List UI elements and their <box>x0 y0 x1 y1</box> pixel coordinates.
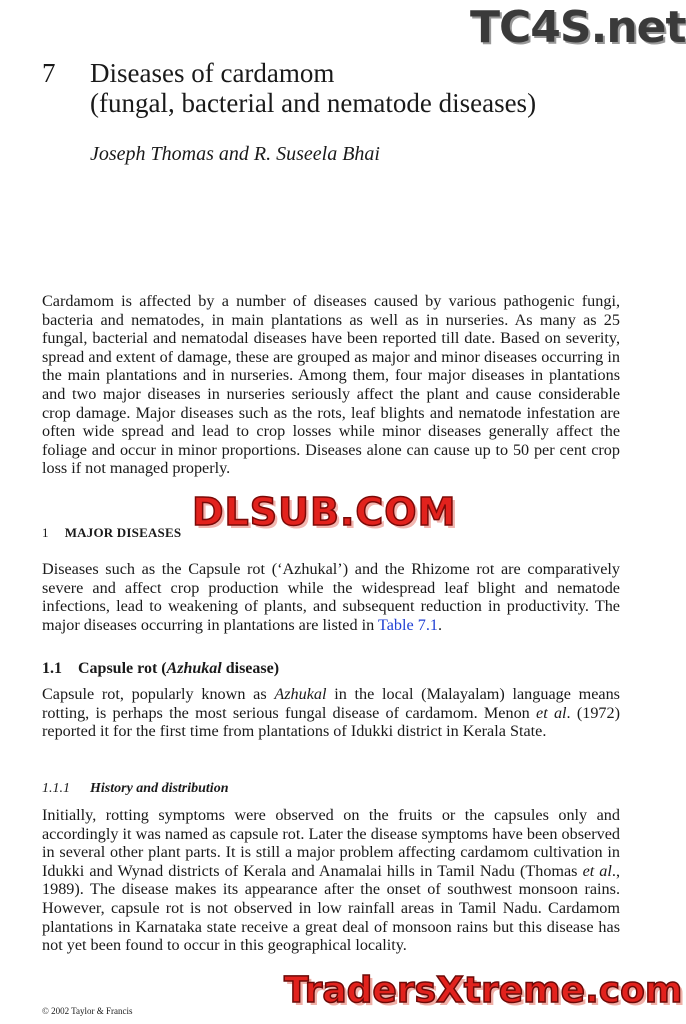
paragraph-text: Diseases such as the Capsule rot (‘Azhukal’) and the Rhizome rot are comparatively severe and affect crop production while the widespread leaf blight and nematode infections, lead to weakening of plants, and subsequent reduction in productivity. The major diseases occurring in plantations are listed in <box>42 560 620 634</box>
paragraph-text: Initially, rotting symptoms were observed on the fruits or the capsules only and accordingly it was named as capsule rot. Later the disease symptoms have been observed in several other plant parts. It is still a major problem affecting cardamom cultivation in Idukki and Wynad districts of Kerala and Anamalai hills in Tamil Nadu (Thomas <box>42 806 620 880</box>
paragraph-text: ., 1989). The disease makes its appearance after the onset of southwest monsoon rains. However, capsule rot is not observed in low rainfall areas in Tamil Nadu. Cardamom plantations in Karnataka state receive a great deal of monsoon rains but this disease has not yet been found to occur in this geographical locality. <box>42 861 620 955</box>
subsubsection-title: History and distribution <box>90 781 229 796</box>
section-number: 1 <box>42 525 49 540</box>
subsection-title <box>78 660 279 677</box>
chapter-title-line2: (fungal, bacterial and nematode diseases) <box>90 88 537 118</box>
title-text: disease) <box>221 660 280 677</box>
subsection-number: 1.1 <box>42 660 62 677</box>
paragraph-text: . <box>437 615 443 634</box>
chapter-authors: Joseph Thomas and R. Suseela Bhai <box>90 143 380 165</box>
capsule-rot-paragraph <box>42 685 620 741</box>
paragraph-text: Capsule rot, popularly known as <box>42 685 275 703</box>
table-link[interactable]: Table 7.1 <box>377 615 438 634</box>
major-diseases-paragraph <box>42 560 620 634</box>
history-paragraph <box>42 806 620 955</box>
paragraph-italic: et al <box>536 703 567 722</box>
paragraph-italic: Azhukal <box>274 685 327 703</box>
paragraph-italic: et al <box>582 861 612 880</box>
section-heading-major-diseases <box>42 525 181 541</box>
subsubsection-number: 1.1.1 <box>42 781 70 796</box>
section-title: MAJOR DISEASES <box>64 525 182 540</box>
chapter-title-line1: Diseases of cardamom <box>90 58 335 88</box>
watermark-bottom: TradersXtreme.com <box>284 970 683 1011</box>
paragraph-text: in the local (Malayalam) language means rotting, is perhaps the most serious fungal disease of cardamom. Menon <box>42 685 620 722</box>
subsubsection-heading-history <box>42 781 228 797</box>
watermark-top: TC4S.net <box>470 2 686 53</box>
copyright-footer: © 2002 Taylor & Francis <box>42 1006 133 1016</box>
title-text: Capsule rot ( <box>78 660 167 677</box>
chapter-number: 7 <box>42 58 56 88</box>
subsection-heading-capsule-rot <box>42 660 279 678</box>
intro-paragraph: Cardamom is affected by a number of diseases caused by various pathogenic fungi, bacteria and nematodes, in main plantations as well as in nurseries. As many as 25 fungal, bacterial and nematodal diseases have been reported till date. Based on severity, spread and extent of damage, these are grouped as major and minor diseases occurring in the main plantations and in nurseries. Among them, four major diseases in plantations and two major diseases in nurseries seriously affect the plant and cause considerable crop damage. Major diseases such as the rots, leaf blights and nematode infestation are often wide spread and lead to crop losses while minor diseases generally affect the foliage and occur in minor proportions. Diseases alone can cause up to 50 per cent crop loss if not managed properly. <box>42 292 620 478</box>
paragraph-text: . (1972) reported it for the first time from plantations of Idukki district in Kerala State. <box>42 703 620 741</box>
title-italic: Azhukal <box>166 660 222 677</box>
chapter-title <box>90 58 630 118</box>
watermark-middle: DLSUB.COM <box>192 490 457 534</box>
